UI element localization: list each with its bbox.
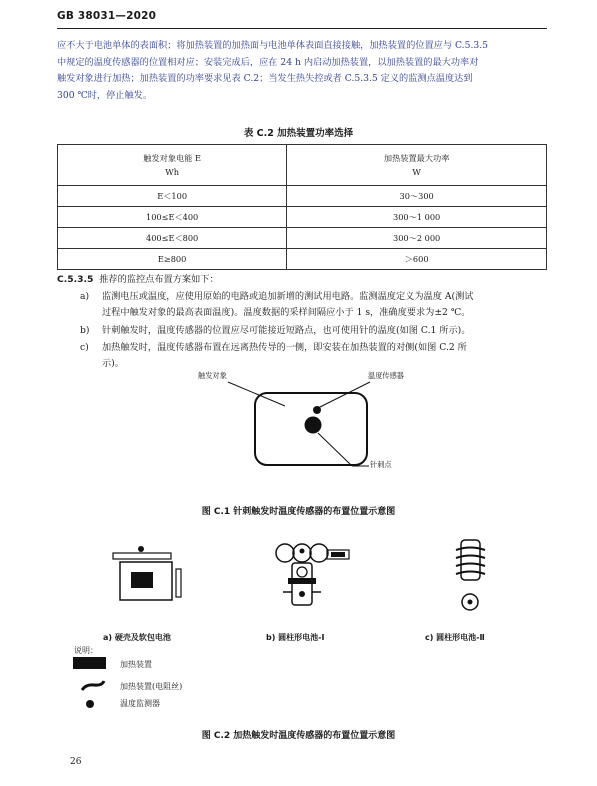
section-number: C.5.3.5 [57,274,94,285]
legend-sensor-icon [86,700,94,708]
cylindrical-cell-1-diagram [276,544,349,605]
table-cell: 100≤E＜400 [58,207,287,228]
top-plate [113,553,171,559]
table-caption: 表 C.2 加热装置功率选择 [243,128,354,139]
sensor-dot [299,591,305,597]
list-marker: b) [80,325,90,336]
table-cell: 300～1 000 [287,207,547,228]
label-puncture: 针刺点 [370,460,392,469]
list-line: 监测电压或温度，应使用原始的电路或追加新增的测试用电路。监测温度定义为温度 A(测试 [102,291,474,302]
legend-title: 说明： [74,646,98,655]
figure-c2-caption: 图 C.2 加热触发时温度传感器的布置位置示意图 [201,731,396,741]
header-cell-energy: 触发对象电能 E Wh [58,145,287,186]
table-cell: E≥800 [58,249,287,270]
list-line: 过程中触发对象的最高表面温度)。温度数据的采样间隔应小于 1 s，准确度要求为±2 ℃。 [102,307,471,318]
legend-heater-icon [73,657,106,669]
heater-block [288,578,316,584]
intro-line: 触发对象进行加热；加热装置的功率要求见表 C.2；当发生热失控或者 C.5.3.5 定义的监测点温度达到 [57,73,473,84]
cell-top [276,544,294,562]
figure-c1-caption: 图 C.1 针刺触发时温度传感器的布置位置示意图 [201,507,396,517]
list-line: 加热触发时，温度传感器布置在远离热传导的一侧，即安装在加热装置的对侧(如图 C.2 所 [102,342,467,353]
side-plate [176,569,181,597]
sensor-dot [300,549,305,554]
sensor-dot [138,546,144,552]
sublabel-b: b) 圆柱形电池-Ⅰ [266,633,325,642]
cell-body [461,540,480,580]
label-sensor: 温度传感器 [368,371,404,380]
intro-line: 应不大于电池单体的表面积；将加热装置的加热面与电池单体表面直接接触，加热装置的位置应与 C.5.3.5 [57,40,488,51]
header-cell-power: 加热装置最大功率 W [287,145,547,186]
sensor-dot [468,600,473,605]
table-cell: 300～2 000 [287,228,547,249]
sublabel-a: a) 硬壳及软包电池 [103,633,171,642]
list-marker: c) [80,342,89,353]
page-number: 26 [70,757,82,767]
sublabel-c: c) 圆柱形电池-Ⅱ [425,633,485,642]
intro-line: 300 ℃时，停止触发。 [57,89,153,101]
legend-label: 加热装置(电阻丝) [120,682,183,691]
list-line: 针刺触发时，温度传感器的位置应尽可能接近短路点，也可使用针的温度(如图 C.1 所示)。 [102,325,471,336]
heater-block [131,572,153,588]
table-cell: ＞600 [287,249,547,270]
cell-ring [297,567,307,577]
cell-top [310,544,328,562]
list-line: 示)。 [102,358,124,369]
legend-label: 温度监测器 [120,699,160,708]
legend-wire-icon [82,681,104,690]
label-object: 触发对象 [198,371,227,380]
list-marker: a) [80,291,90,302]
legend-label: 加热装置 [120,660,152,669]
table-cell: 30～300 [287,186,547,207]
table-cell: E＜100 [58,186,287,207]
cylindrical-cell-2-diagram [456,540,485,610]
prismatic-cell-diagram [113,546,181,600]
heater-block [331,552,345,557]
table-cell: 400≤E＜800 [58,228,287,249]
standard-header: GB 38031—2020 [57,10,157,22]
intro-line: 中规定的温度传感器的位置相对应；安装完成后，应在 24 h 内启动加热装置，以加热装置的最大功率对 [57,56,479,68]
section-title: 推荐的监控点布置方案如下： [99,274,219,285]
